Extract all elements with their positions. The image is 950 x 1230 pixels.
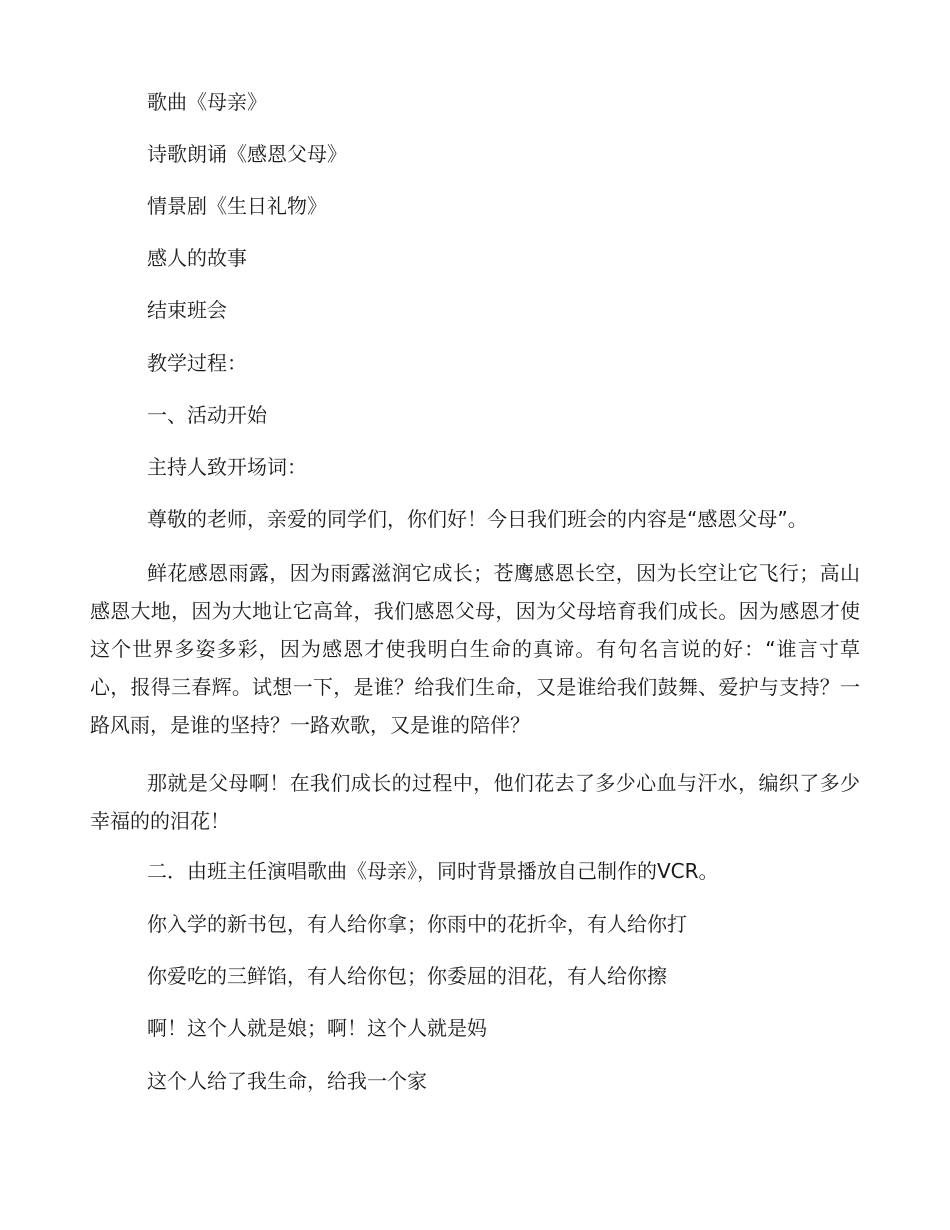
lyric-line-2: 你爱吃的三鲜馅，有人给你包；你委屈的泪花，有人给你擦 (147, 964, 667, 988)
program-item-song: 歌曲《母亲》 (147, 90, 267, 114)
lyric-line-1: 你入学的新书包，有人给你拿；你雨中的花折伞，有人给你打 (147, 912, 687, 936)
paragraph-parents: 那就是父母啊！在我们成长的过程中，他们花去了多少心血与汗水，编织了多少幸福的的泪花！ (90, 771, 860, 833)
greeting-line: 尊敬的老师，亲爱的同学们，你们好！今日我们班会的内容是“感恩父母”。 (147, 507, 808, 531)
section-heading-song: 二．由班主任演唱歌曲《母亲》，同时背景播放自己制作的VCR。 (147, 859, 719, 883)
lyric-line-3: 啊！这个人就是娘；啊！这个人就是妈 (147, 1016, 487, 1040)
program-item-closing: 结束班会 (147, 298, 227, 322)
program-item-story: 感人的故事 (147, 246, 247, 270)
lyric-line-4: 这个人给了我生命，给我一个家 (147, 1069, 427, 1093)
section-heading-start: 一、活动开始 (147, 403, 267, 427)
section-heading-process: 教学过程： (147, 351, 247, 375)
paragraph-gratitude: 鲜花感恩雨露，因为雨露滋润它成长；苍鹰感恩长空，因为长空让它飞行；高山感恩大地，因为大地让它高耸，我们感恩父母，因为父母培育我们成长。因为感恩才使这个世界多姿多彩，因为感恩才使我明白生命的真谛。有句名言说的好：“谁言寸草心，报得三春辉。试想一下，是谁？给我们生命，又是谁给我们鼓舞、爱护与支持？一路风雨，是谁的坚持？一路欢歌，又是谁的陪伴？ (90, 561, 860, 737)
host-opening-label: 主持人致开场词： (147, 455, 307, 479)
program-item-poem: 诗歌朗诵《感恩父母》 (147, 142, 347, 166)
program-item-skit: 情景剧《生日礼物》 (147, 194, 327, 218)
